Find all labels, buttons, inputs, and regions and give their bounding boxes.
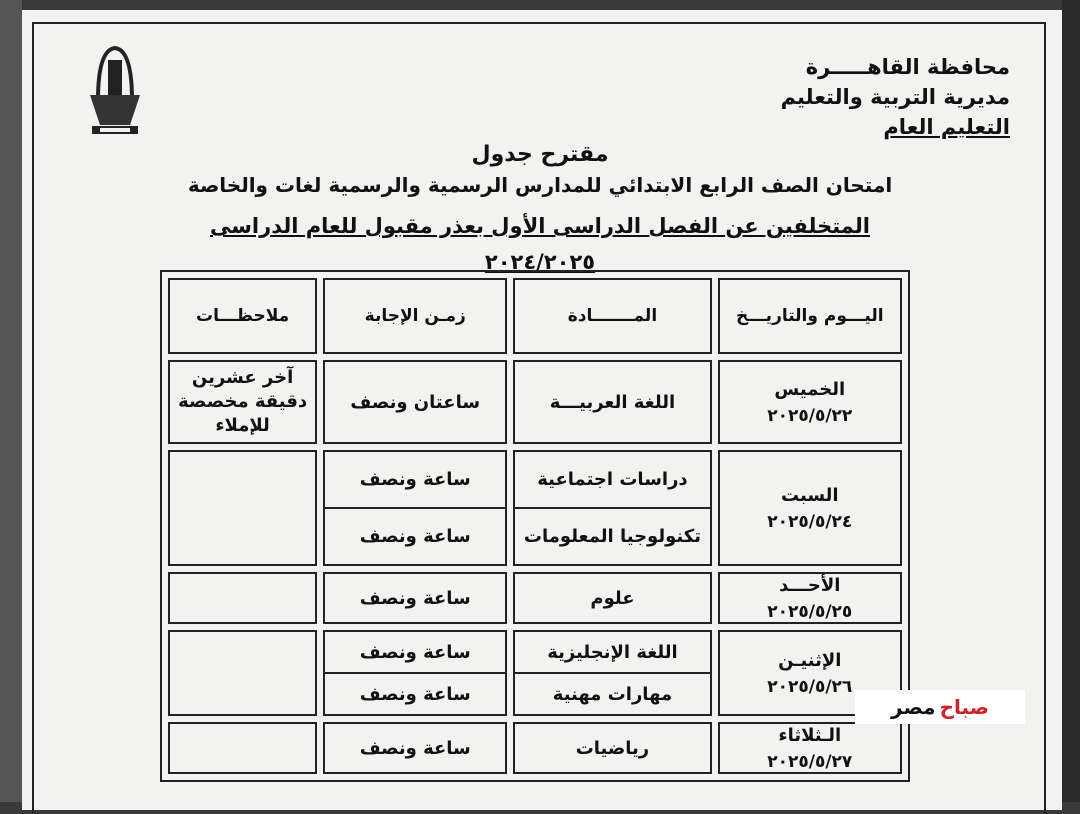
header-notes: ملاحظـــات	[168, 278, 317, 354]
exam-title: امتحان الصف الرابع الابتدائي للمدارس الرسمية والرسمية لغات والخاصة	[187, 173, 893, 197]
subject-item: دراسات اجتماعية	[537, 469, 688, 490]
time-item: ساعة ونصف	[325, 672, 505, 714]
photo-edge-left	[0, 0, 22, 802]
time-item: ساعة ونصف	[325, 507, 505, 564]
header-day: اليـــوم والتاريـــخ	[718, 278, 902, 354]
subject-item: مهارات مهنية	[515, 672, 709, 714]
watermark-word-masr: مصر	[891, 695, 936, 719]
subject-item: تكنولوجيا المعلومات	[515, 507, 709, 564]
table-row	[168, 572, 902, 624]
note-cell: آخر عشرين دقيقة مخصصة للإملاء	[168, 360, 317, 444]
day-date: ٢٠٢٥/٥/٢٥	[767, 601, 853, 622]
exam-schedule-table	[160, 270, 910, 782]
document-header	[781, 52, 1010, 142]
time-cell: ساعتان ونصف	[323, 360, 507, 444]
proposal-title: مقترح جدول	[471, 142, 609, 167]
table-row	[168, 630, 902, 716]
table-row	[168, 722, 902, 774]
time-cell: ساعة ونصف	[323, 722, 507, 774]
note-cell	[168, 572, 317, 624]
day-date: ٢٠٢٥/٥/٢٤	[767, 511, 853, 532]
day-name: الـثلاثاء	[778, 724, 842, 746]
time-item: ساعة ونصف	[359, 641, 471, 663]
day-name: السبت	[780, 484, 839, 506]
day-cell	[718, 722, 902, 774]
exam-subtitle: المتخلفين عن الفصل الدراسى الأول بعذر مقبول للعام الدراسى ٢٠٢٤/٢٠٢٥	[210, 214, 870, 274]
subject-cell	[513, 630, 711, 716]
time-cell	[323, 450, 507, 566]
photo-edge-right	[1062, 0, 1080, 802]
table-row	[168, 450, 902, 566]
day-date: ٢٠٢٥/٥/٢٢	[767, 405, 853, 426]
department-label: التعليم العام	[883, 115, 1010, 139]
note-cell	[168, 630, 317, 716]
time-cell: ساعة ونصف	[323, 572, 507, 624]
subject-cell: رياضيات	[513, 722, 711, 774]
day-name: الأحـــد	[779, 574, 841, 596]
subject-cell: علوم	[513, 572, 711, 624]
day-date: ٢٠٢٥/٥/٢٦	[767, 676, 853, 697]
day-date: ٢٠٢٥/٥/٢٧	[767, 751, 853, 772]
directorate-logo	[70, 40, 160, 165]
day-cell	[718, 360, 902, 444]
note-cell	[168, 722, 317, 774]
watermark-word-sabah: صباح	[939, 695, 989, 719]
header-time: زمـن الإجابة	[323, 278, 507, 354]
note-cell	[168, 450, 317, 566]
subject-item: اللغة الإنجليزية	[547, 641, 678, 663]
document-titles	[160, 140, 920, 280]
site-watermark	[855, 690, 1025, 724]
time-cell	[323, 630, 507, 716]
subject-cell: اللغة العربيـــة	[513, 360, 711, 444]
table-header-row	[168, 278, 902, 354]
header-subject: المـــــــادة	[513, 278, 711, 354]
governorate-label: محافظة القاهـــــرة	[805, 55, 1010, 79]
day-name: الخميس	[774, 378, 846, 400]
table-row	[168, 360, 902, 444]
subject-cell	[513, 450, 711, 566]
day-cell	[718, 572, 902, 624]
day-name: الإثنيـن	[778, 649, 842, 671]
time-item: ساعة ونصف	[359, 469, 471, 490]
directorate-label: مديرية التربية والتعليم	[780, 85, 1010, 109]
day-cell	[718, 450, 902, 566]
